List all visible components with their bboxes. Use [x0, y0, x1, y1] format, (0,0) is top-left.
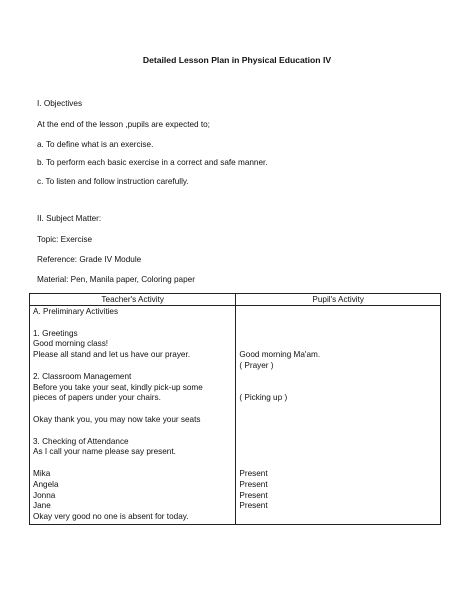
subject-matter-heading: II. Subject Matter: — [37, 214, 102, 223]
teacher-line — [33, 318, 232, 329]
pupil-line — [239, 458, 437, 469]
teacher-line: Okay thank you, you may now take your seats — [33, 414, 201, 424]
pupil-activity-cell — [236, 306, 441, 525]
pupil-line — [239, 339, 437, 350]
pupil-line: Present — [239, 490, 268, 500]
teacher-line: Jonna — [33, 490, 56, 500]
teacher-line: Mika — [33, 468, 51, 478]
pupil-line: Good morning Ma'am. — [239, 350, 321, 360]
objective-item: c. To listen and follow instruction carefully. — [37, 177, 189, 186]
teacher-line: Good morning class! — [33, 339, 109, 349]
teacher-line: Before you take your seat, kindly pick-up some — [33, 382, 203, 392]
pupil-line: Present — [239, 501, 268, 511]
pupil-activity-header: Pupil's Activity — [236, 294, 441, 306]
pupil-line — [239, 383, 437, 394]
pupil-line — [239, 372, 437, 383]
pupil-line: Present — [239, 479, 268, 489]
document-title: Detailed Lesson Plan in Physical Education IV — [142, 55, 332, 65]
teacher-line: pieces of papers under your chairs. — [33, 393, 161, 403]
teacher-line — [33, 426, 232, 437]
material-line: Material: Pen, Manila paper, Coloring paper — [37, 275, 195, 284]
teacher-line: 1. Greetings — [33, 328, 78, 338]
teacher-line: Please all stand and let us have our prayer. — [33, 350, 191, 360]
teacher-line: Okay very good no one is absent for today. — [33, 512, 189, 522]
pupil-line — [239, 404, 437, 415]
teacher-line — [33, 458, 232, 469]
objectives-intro: At the end of the lesson ,pupils are expected to; — [37, 120, 210, 129]
pupil-line — [239, 415, 437, 426]
pupil-line — [239, 329, 437, 340]
topic-line: Topic: Exercise — [37, 235, 93, 244]
objectives-heading: I. Objectives — [37, 99, 83, 108]
teacher-line: 2. Classroom Management — [33, 371, 132, 381]
objective-item: b. To perform each basic exercise in a correct and safe manner. — [37, 158, 268, 167]
pupil-line: ( Picking up ) — [239, 393, 288, 403]
pupil-line — [239, 426, 437, 437]
teacher-line: Jane — [33, 501, 51, 511]
table-header-row — [30, 294, 441, 306]
table-row — [30, 306, 441, 525]
teacher-activity-header: Teacher's Activity — [30, 294, 236, 306]
teacher-line — [33, 404, 232, 415]
teacher-activity-cell — [30, 306, 236, 525]
teacher-line: 3. Checking of Attendance — [33, 436, 129, 446]
reference-line: Reference: Grade IV Module — [37, 255, 142, 264]
objective-item: a. To define what is an exercise. — [37, 140, 154, 149]
teacher-line: Angela — [33, 479, 59, 489]
pupil-line — [239, 318, 437, 329]
pupil-line: ( Prayer ) — [239, 360, 274, 370]
pupil-line — [239, 512, 437, 523]
pupil-line — [239, 437, 437, 448]
pupil-line — [239, 307, 437, 318]
pupil-line — [239, 447, 437, 458]
pupil-line: Present — [239, 468, 268, 478]
activity-table — [29, 293, 441, 525]
teacher-line — [33, 361, 232, 372]
teacher-line: A. Preliminary Activities — [33, 307, 119, 316]
teacher-line: As I call your name please say present. — [33, 447, 176, 457]
